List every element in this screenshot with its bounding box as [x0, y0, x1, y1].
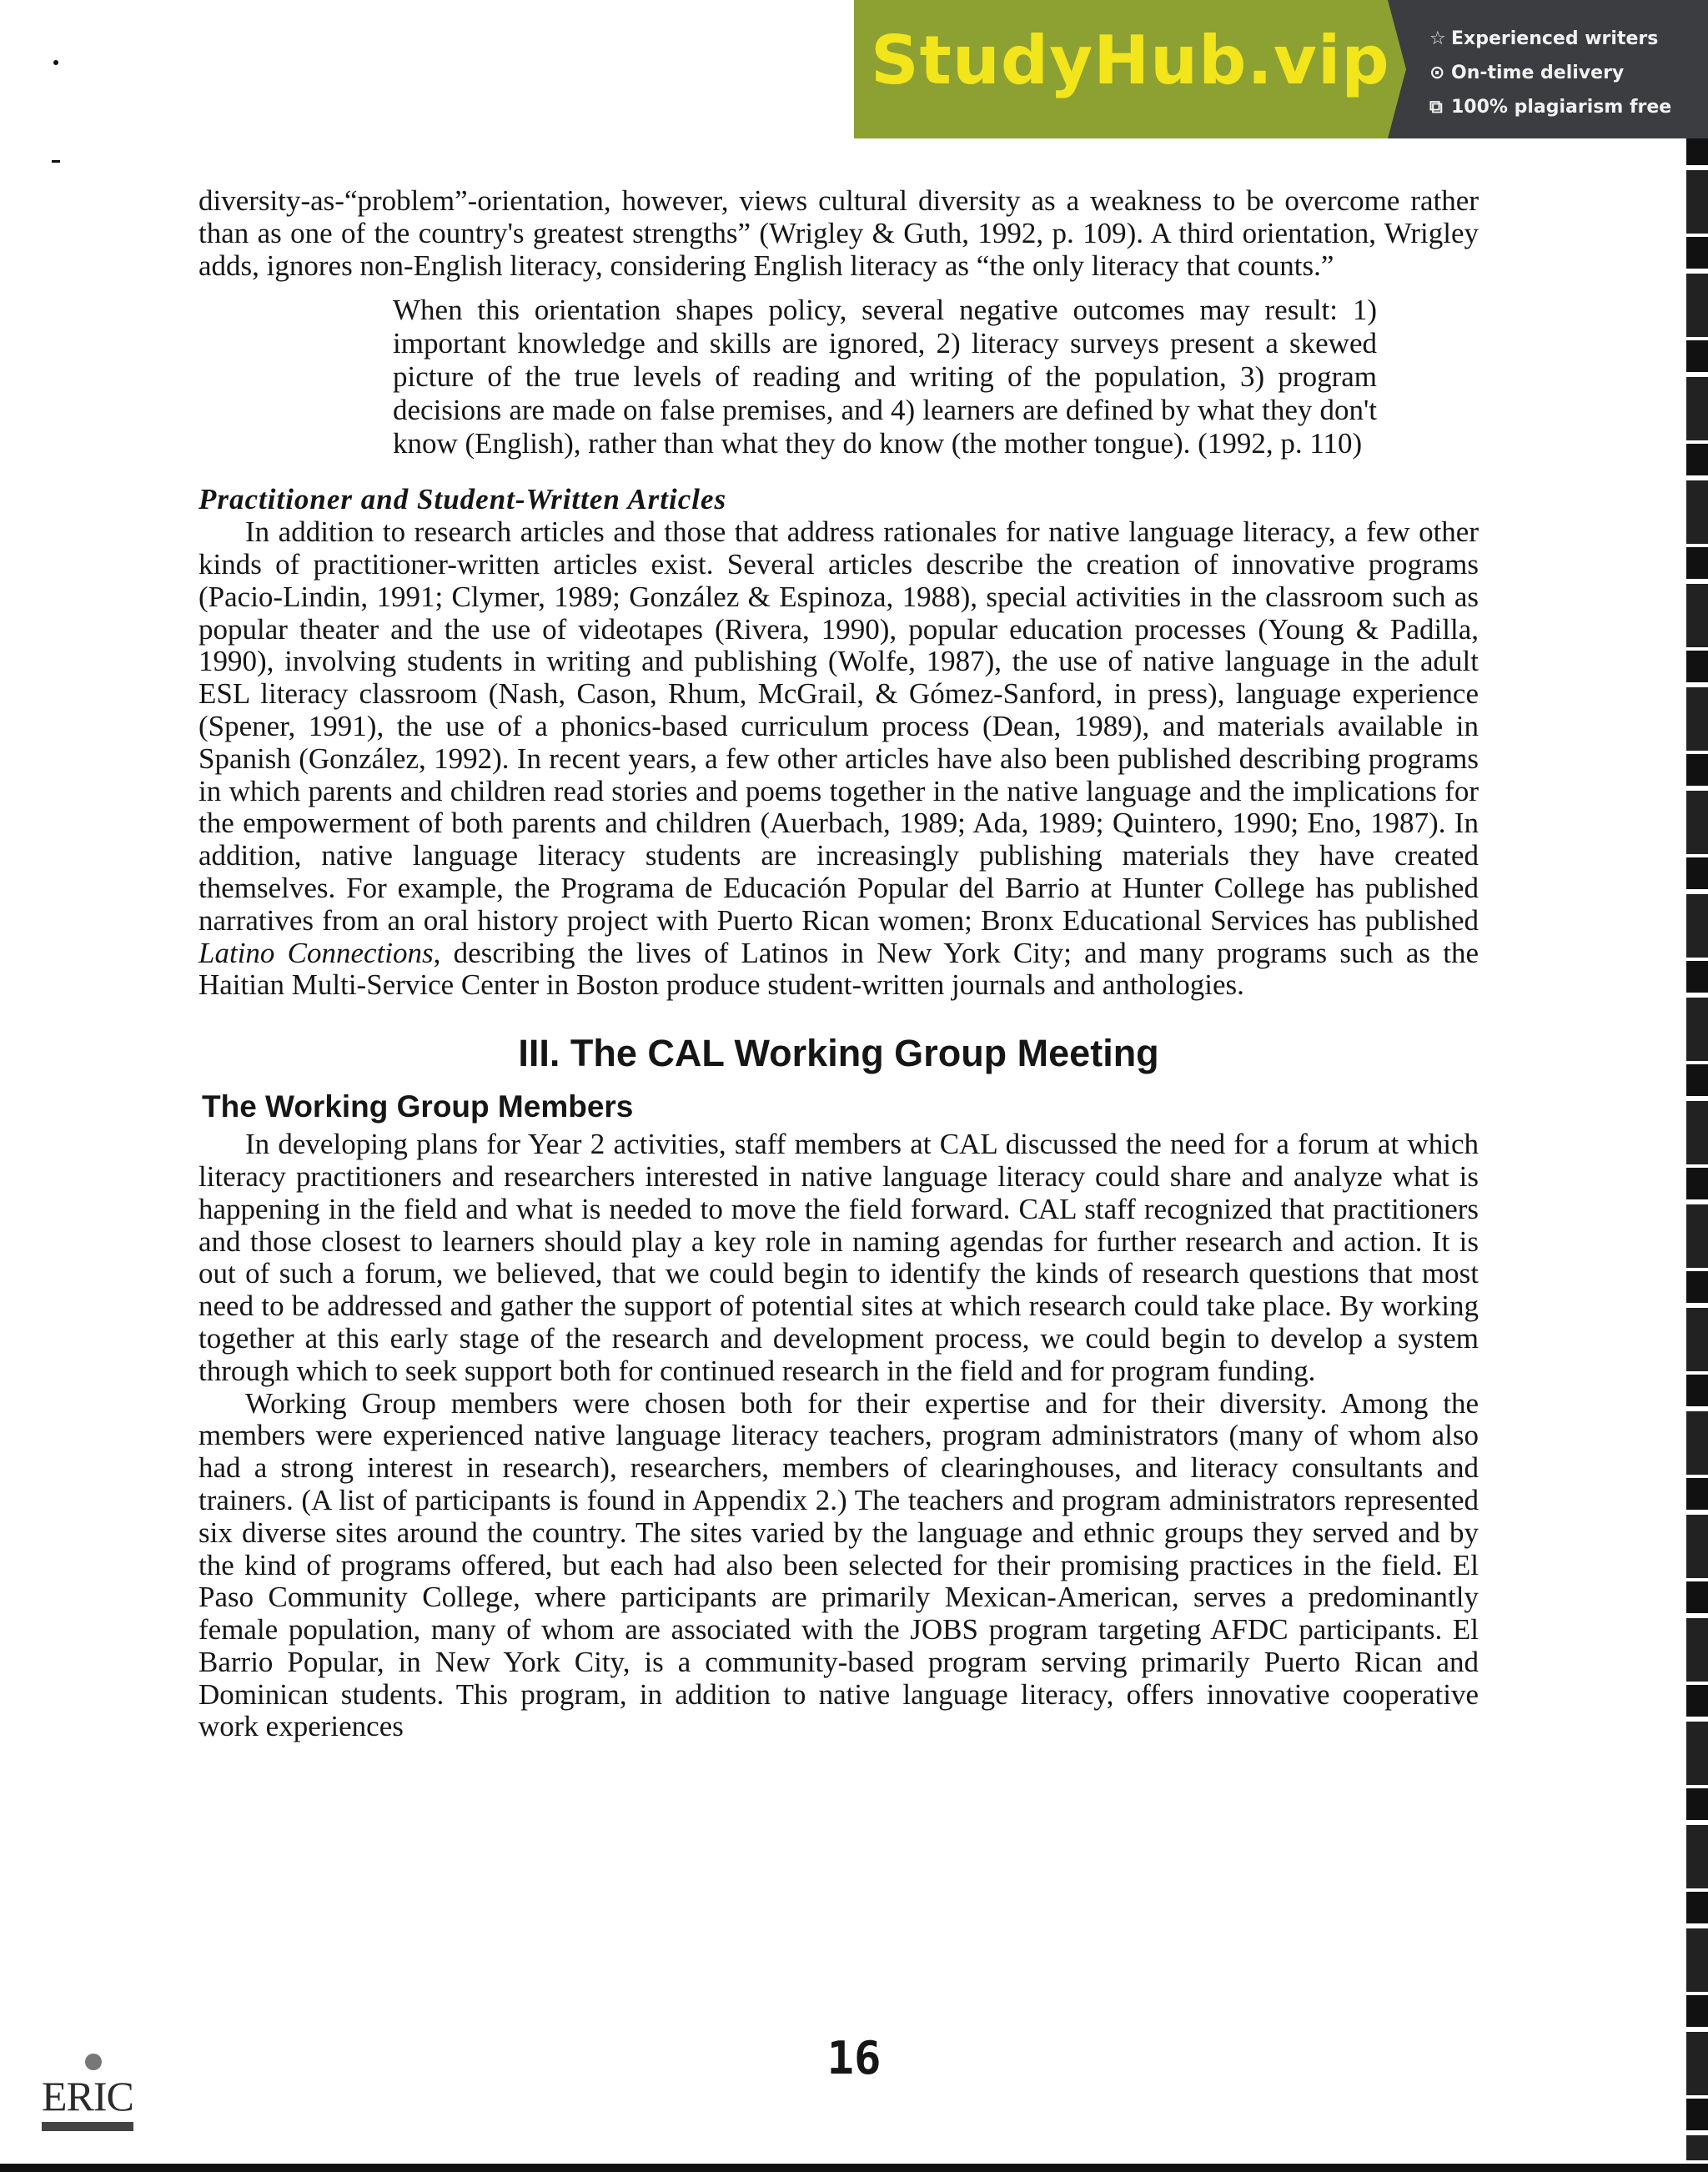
- scan-speck: [52, 160, 60, 163]
- page-number: 16: [826, 2032, 882, 2084]
- scan-speck: [53, 60, 58, 65]
- section-title: III. The CAL Working Group Meeting: [518, 1032, 1159, 1075]
- feature-experienced-writers: [1429, 22, 1708, 56]
- eric-logo: [42, 2052, 138, 2132]
- practitioner-paragraph: [198, 516, 1479, 1002]
- ad-banner[interactable]: [854, 0, 1708, 138]
- heading-practitioner-articles: Practitioner and Student-Written Articles: [198, 483, 727, 516]
- subheading-working-group-members: The Working Group Members: [202, 1089, 634, 1124]
- latino-connections-title: Latino Connections: [198, 936, 434, 969]
- brand-logo[interactable]: [854, 0, 1388, 138]
- feature-label: Experienced writers: [1451, 28, 1659, 49]
- block-quote: When this orientation shapes policy, several negative outcomes may result: 1) important knowledge and skills are ignored, 2) literacy surveys present a skewed picture of the true levels of reading and writing of the population, 3) program decisions are made on false premises, and 4) learners are defined by what they don't know (English), rather than what they do know (the mother tongue). (1992, p. 110): [393, 294, 1377, 460]
- members-paragraph-1: In developing plans for Year 2 activities, staff members at CAL discussed the need for a forum at which literacy practitioners and researchers interested in native language literacy could share and analyze what is happening in the field and what is needed to move the field forward. CAL staff recognized that practitioners and those closest to learners should play a key role in naming agendas for further research and action. It is out of such a forum, we believed, that we could begin to identify the kinds of research questions that most need to be addressed and gather the support of potential sites at which research could take place. By working together at this early stage of the research and development process, we could begin to develop a system through which to seek support both for continued research in the field and for program funding.: [198, 1128, 1479, 1387]
- practitioner-text-1: In addition to research articles and those that address rationales for native language literacy, a few other kinds of practitioner-written articles exist. Several articles describe the creation of innovative programs (Pacio-Lindin, 1991; Clymer, 1989; González & Espinoza, 1988), special activities in the classroom such as popular theater and the use of videotapes (Rivera, 1990), popular education processes (Young & Padilla, 1990), involving students in writing and publishing (Wolfe, 1987), the use of native language in the adult ESL literacy classroom (Nash, Cason, Rhum, McGrail, & Gómez-Sanford, in press), language experience (Spener, 1991), the use of a phonics-based curriculum process (Dean, 1989), and materials available in Spanish (González, 1992). In recent years, a few other articles have also been published describing programs in which parents and children read stories and poems together in the native language and the implications for the empowerment of both parents and children (Auerbach, 1989; Ada, 1989; Quintero, 1990; Eno, 1987). In addition, native language literacy students are increasingly publishing materials they have created themselves. For example, the Programa de Educación Popular del Barrio at Hunter College has published narratives from an oral history project with Puerto Rican women; Bronx Educational Services has published: [198, 515, 1479, 937]
- feature-on-time-delivery: [1429, 56, 1708, 90]
- banner-features: [1388, 0, 1708, 138]
- practitioner-text-2: , describing the lives of Latinos in New York City; and many programs such as the Haitian Multi-Service Center in Boston produce student-written journals and anthologies.: [198, 936, 1479, 1002]
- eric-logo-text: ERIC: [42, 2073, 133, 2119]
- banner-arrow: [1388, 0, 1406, 138]
- feature-label: 100% plagiarism free: [1451, 97, 1672, 118]
- document-body: [198, 185, 1479, 1743]
- eric-logo-bar: [42, 2122, 133, 2131]
- feature-label: On-time delivery: [1451, 63, 1625, 83]
- intro-paragraph: diversity-as-“problem”-orientation, however, views cultural diversity as a weakness to be overcome rather than as one of the country's greatest strengths” (Wrigley & Guth, 1992, p. 109). A third orientation, Wrigley adds, ignores non-English literacy, considering English literacy as “the only literacy that counts.”: [198, 184, 1479, 282]
- brand-name: StudyHub.vip: [871, 22, 1390, 99]
- scan-edge-bottom: [0, 2164, 1708, 2172]
- feature-plagiarism-free: [1429, 90, 1708, 124]
- copy-icon: ⧉: [1429, 97, 1443, 118]
- eric-logo-mark: [85, 2054, 102, 2070]
- star-icon: ☆: [1429, 28, 1446, 49]
- clock-icon: ⊙: [1429, 63, 1445, 83]
- members-paragraph-2: Working Group members were chosen both for their expertise and for their diversity. Among the members were experienced native language literacy teachers, program administrators (many of whom also had a strong interest in research), researchers, members of clearinghouses, and literacy consultants and trainers. (A list of participants is found in Appendix 2.) The teachers and program administrators represented six diverse sites around the country. The sites varied by the language and ethnic groups they served and by the kind of programs offered, but each had also been selected for their promising practices in the field. El Paso Community College, where participants are primarily Mexican-American, serves a predominantly female population, many of whom are associated with the JOBS program targeting AFDC participants. El Barrio Popular, in New York City, is a community-based program serving primarily Puerto Rican and Dominican students. This program, in addition to native language literacy, offers innovative cooperative work experiences: [198, 1386, 1479, 1743]
- scan-edge-right: [1686, 133, 1708, 2160]
